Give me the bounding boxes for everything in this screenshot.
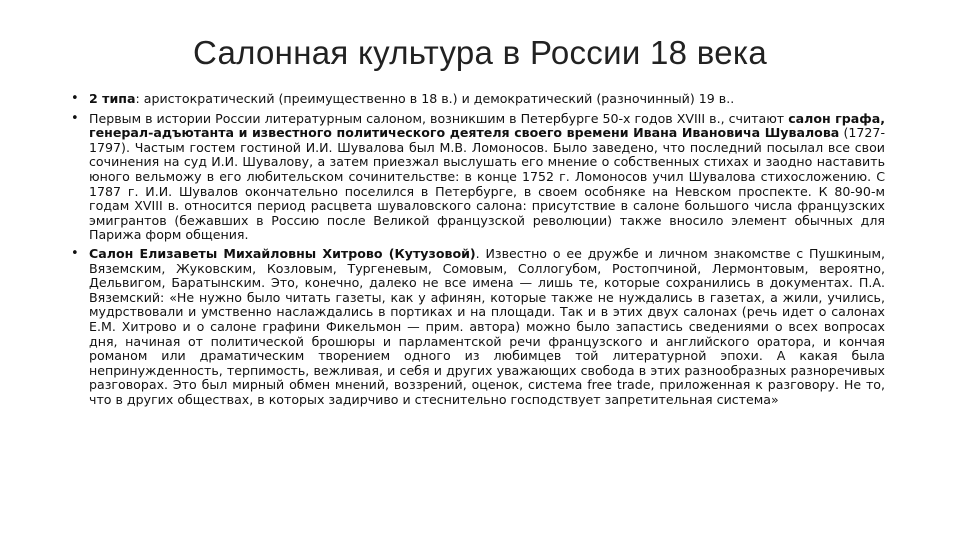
bullet-item-shuvalov-salon [71,112,885,243]
bullet-text: (1727-1797). Частым гостем гостиной И.И. Шувалова был М.В. Ломоносов. Было заведено, что последний посылал все свои сочинения на суд И.И. Шувалову, а затем приезжал выслушать его мнение о собственных стихах и заодно наставить юного вельможу в его любительском сочинительстве: в конце 1752 г. Ломоносов учил Шувалова стихосложению. С 1787 г. И.И. Шувалов окончательно поселился в Петербурге, в своем особняке на Невском проспекте. К 80-90-м годам XVIII в. относится период расцвета шуваловского салона: присутствие в салоне большого числа французских эмигрантов (бежавших в Россию после Великой французской революции) также вносило элемент обычных для Парижа форм общения. [89,125,885,243]
bullet-text: : аристократический (преимущественно в 18 в.) и демократический (разночинный) 19 в.. [135,91,735,106]
bullet-list [71,92,885,411]
bullet-lead-text: Первым в истории России литературным салоном, возникшим в Петербурге 50-х годов XVIII в., считают [89,110,789,126]
slide-title: Салонная культура в России 18 века [192,34,768,71]
bullet-bold-text: 2 типа [89,91,136,106]
bullet-item-khitrovo-salon [71,247,885,408]
bullet-bold-text: салон графа, генерал-адъютанта и известного политического деятеля своего времени Ивана Ивановича Шувалова [89,110,886,141]
bullet-text: . Известно о ее дружбе и личном знакомстве с Пушкиным, Вяземским, Жуковским, Козловым, Тургеневым, Сомовым, Соллогубом, Ростопчиной, Лермонтовым, вероятно, Дельвигом, Баратынским. Это, конечно, далеко не все имена — лишь те, которые сохранились в документах. П.А. Вяземский: «Не нужно было читать газеты, как у афинян, которые также не нуждались в газетах, а жили, учились, мудрствовали и умственно наслаждались в портиках и на площади. Так и в этих двух салонах (речь идет о салонах Е.М. Хитрово и о салоне графини Фикельмон — прим. автора) можно было запастись сведениями о всех вопросах дня, начиная от политической брошюры и парламентской речи французского и английского оратора, и кончая романом или драматическим творением одного из любимцев той литературной эпохи. А какая была непринужденность, терпимость, вежливая, и себя и других уважающих свобода в этих разнообразных разноречивых разговорах. Это был мирный обмен мнений, воззрений, оценок, система free trade, приложенная к разговору. Не то, что в других обществах, в которых задирчиво и стеснительно господствует запретительная система» [89,245,885,407]
bullet-bold-text: Салон Елизаветы Михайловны Хитрово (Кутузовой) [89,245,476,261]
bullet-item-types [71,92,885,107]
